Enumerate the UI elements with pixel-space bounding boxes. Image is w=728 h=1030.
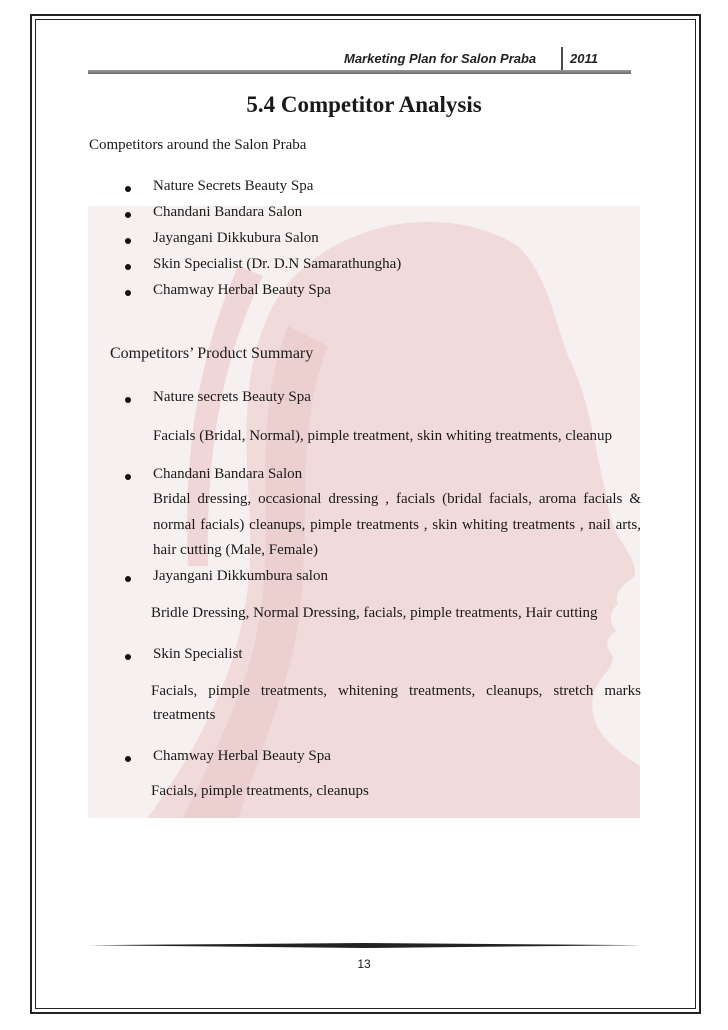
summary-item-name: Chandani Bandara Salon	[153, 466, 303, 482]
header-rule	[88, 70, 631, 74]
page-number: 13	[357, 957, 371, 971]
list-item: Nature Secrets Beauty Spa	[153, 178, 314, 194]
list-item: Chandani Bandara Salon	[153, 204, 303, 220]
summary-item-name: Jayangani Dikkumbura salon	[153, 568, 328, 584]
bullet-icon	[125, 186, 131, 192]
footer-rule	[88, 943, 640, 948]
summary-item-detail: hair cutting (Male, Female)	[153, 542, 318, 558]
bullet-icon	[125, 474, 131, 480]
summary-item-detail: Facials, pimple treatments, cleanups	[151, 783, 369, 799]
summary-item-detail: normal facials) cleanups, pimple treatments , skin whiting treatments , nail arts,	[153, 517, 641, 533]
bullet-icon	[125, 212, 131, 218]
intro-text: Competitors around the Salon Praba	[89, 137, 307, 153]
header-title: Marketing Plan for Salon Praba	[344, 51, 537, 66]
bullet-icon	[125, 290, 131, 296]
summary-item-detail: Facials (Bridal, Normal), pimple treatment, skin whiting treatments, cleanup	[153, 428, 613, 444]
bullet-icon	[125, 654, 131, 660]
list-item: Skin Specialist (Dr. D.N Samarathungha)	[153, 256, 402, 272]
section-heading: Competitors’ Product Summary	[110, 345, 314, 362]
summary-item-detail: Bridal dressing, occasional dressing , facials (bridal facials, aroma facials &	[153, 491, 641, 507]
bullet-icon	[125, 756, 131, 762]
summary-item-detail: Facials, pimple treatments, whitening treatments, cleanups, stretch marks	[151, 683, 641, 699]
bullet-icon	[125, 238, 131, 244]
summary-item-name: Chamway Herbal Beauty Spa	[153, 748, 331, 764]
summary-item-detail: Bridle Dressing, Normal Dressing, facials, pimple treatments, Hair cutting	[151, 605, 598, 621]
summary-item-name: Skin Specialist	[153, 646, 243, 662]
list-item: Jayangani Dikkubura Salon	[153, 230, 319, 246]
bullet-icon	[125, 264, 131, 270]
header-year: 2011	[570, 51, 598, 66]
bullet-icon	[125, 576, 131, 582]
summary-item-name: Nature secrets Beauty Spa	[153, 389, 311, 405]
bullet-icon	[125, 397, 131, 403]
summary-item-detail: treatments	[153, 707, 216, 723]
list-item: Chamway Herbal Beauty Spa	[153, 282, 331, 298]
page-title: 5.4 Competitor Analysis	[246, 92, 482, 117]
running-header	[300, 47, 630, 71]
